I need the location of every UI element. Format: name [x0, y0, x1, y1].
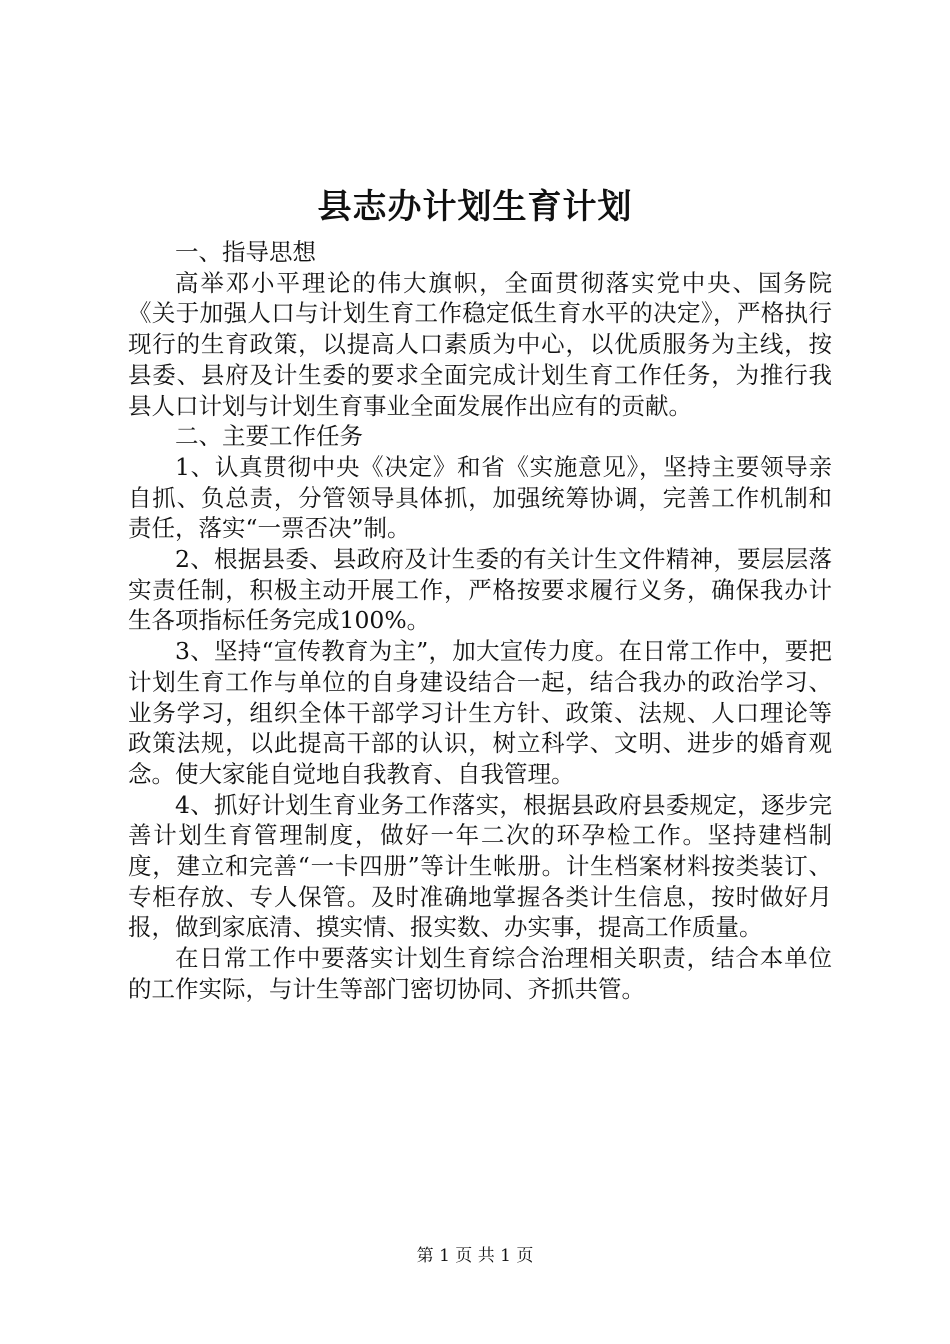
task-item-3: 3、坚持“宣传教育为主”，加大宣传力度。在日常工作中，要把计划生育工作与单位的自身建设结合一起，结合我办的政治学习、业务学习，组织全体干部学习计生方针、政策、法规、人口理论等政策法规，以此提高干部的认识，树立科学、文明、进步的婚育观念。使大家能自觉地自我教育、自我管理。	[128, 637, 832, 788]
closing-paragraph: 在日常工作中要落实计划生育综合治理相关职责，结合本单位的工作实际，与计生等部门密切协同、齐抓共管。	[128, 944, 832, 1003]
task-item-2: 2、根据县委、县政府及计生委的有关计生文件精神，要层层落实责任制，积极主动开展工作，严格按要求履行义务，确保我办计生各项指标任务完成100%。	[128, 545, 832, 635]
task-item-1: 1、认真贯彻中央《决定》和省《实施意见》，坚持主要领导亲自抓、负总责，分管领导具体抓，加强统筹协调，完善工作机制和责任，落实“一票否决”制。	[128, 452, 832, 543]
body-paragraph: 高举邓小平理论的伟大旗帜，全面贯彻落实党中央、国务院《关于加强人口与计划生育工作稳定低生育水平的决定》，严格执行现行的生育政策，以提高人口素质为中心，以优质服务为主线，按县委、县府及计生委的要求全面完成计划生育工作任务，为推行我县人口计划与计划生育事业全面发展作出应有的贡献。	[128, 268, 832, 420]
document-body	[128, 237, 832, 1005]
page-number-footer: 第 1 页 共 1 页	[416, 1246, 534, 1266]
section-heading-guiding-thought: 一、指导思想	[175, 238, 316, 266]
task-item-4: 4、抓好计划生育业务工作落实，根据县政府县委规定，逐步完善计划生育管理制度，做好一年二次的环孕检工作。坚持建档制度，建立和完善“一卡四册”等计生帐册。计生档案材料按类装订、专柜存放、专人保管。及时准确地掌握各类计生信息，按时做好月报，做到家底清、摸实情、报实数、办实事，提高工作质量。	[128, 790, 832, 942]
document-title: 县志办计划生育计划	[317, 187, 633, 227]
section-heading-main-tasks: 二、主要工作任务	[175, 422, 363, 451]
